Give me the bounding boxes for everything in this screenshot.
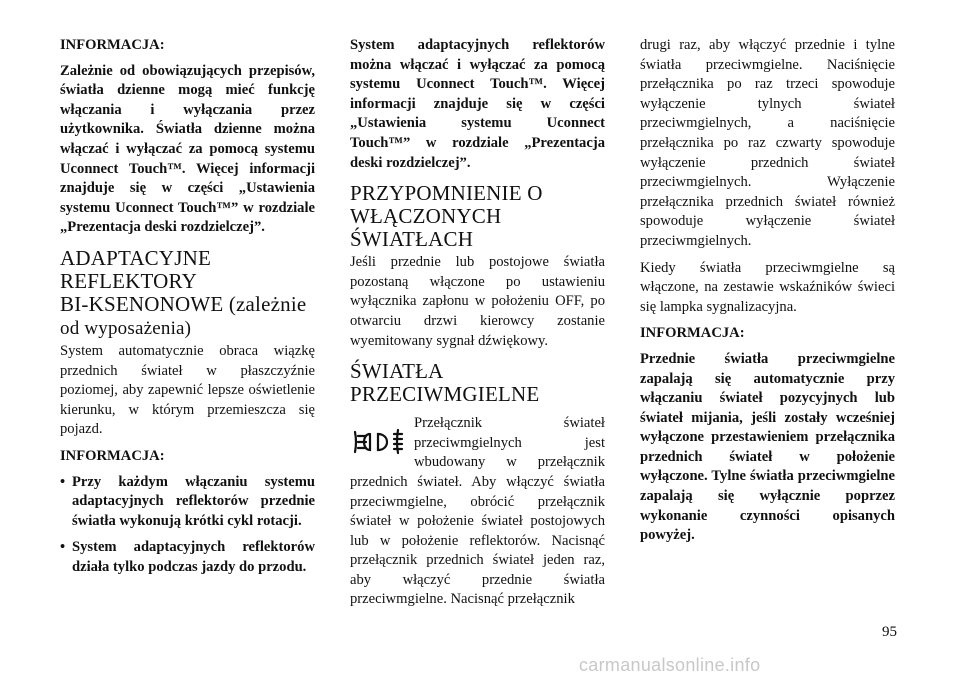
- watermark: carmanualsonline.info: [579, 655, 761, 675]
- section-heading-lights-reminder: [350, 182, 605, 251]
- column-right: [640, 36, 895, 553]
- fog-light-icon: [350, 420, 406, 460]
- body-paragraph: drugi raz, aby włączyć przednie i tylne światła przeciwmgielne. Naciśnięcie przełącznika po raz trzeci spowoduje wyłączenie tylnych świateł przeciwmgielnych, a naciśnięcie przełącznika po raz czwarty spowoduje wyłączenie przednich świateł przeciwmgielnych. Wyłączenie przełącznika przednich świateł również spowoduje wyłączenie świateł przeciwmgielnych.: [640, 37, 895, 249]
- heading-line: ŚWIATŁA: [350, 359, 444, 384]
- info-text: Zależnie od obowiązujących przepisów, światła dzienne mogą mieć funkcję włączania i wyłączania przez użytkownika. Światła dzienne można włączać i wyłączać za pomocą systemu Uconnect Touch™. Więcej informacji znajduje się w części „Ustawienia systemu Uconnect Touch™” w rozdziale „Prezentacja deski rozdzielczej”.: [60, 62, 315, 236]
- bullet-list: [60, 473, 315, 578]
- info-label: INFORMACJA:: [60, 37, 165, 53]
- page-number: 95: [882, 624, 897, 640]
- bullet-item: • Przy każdym włączaniu systemu adaptacyjnych reflektorów przednie światła wykonują krótki cykl rotacji.: [60, 473, 315, 529]
- heading-line: ADAPTACYJNE: [60, 245, 212, 270]
- heading-line: REFLEKTORY: [60, 268, 197, 293]
- body-paragraph: Jeśli przednie lub postojowe światła pozostaną włączone po ustawieniu wyłącznika zapłonu w położeniu OFF, po otwarciu drzwi kierowcy zostanie wyemitowany sygnał dźwiękowy.: [350, 254, 605, 349]
- heading-line: WŁĄCZONYCH: [350, 204, 502, 229]
- heading-line: PRZECIWMGIELNE: [350, 382, 540, 407]
- section-heading-adaptive-headlights: [60, 247, 315, 340]
- info-label: INFORMACJA:: [60, 447, 165, 464]
- body-paragraph: System automatycznie obraca wiązkę przednich świateł w płaszczyźnie poziomej, aby zapewnić lepsze oświetlenie kierunku, w którym przemieszcza się pojazd.: [60, 342, 315, 438]
- heading-line: BI-KSENONOWE (zależnie: [60, 291, 307, 316]
- info-label: INFORMACJA:: [640, 325, 745, 342]
- body-paragraph: Przełącznik świateł przeciwmgielnych jest wbudowany w przełącznik przednich świateł. Aby włączyć światła przeciwmgielne, obrócić przełącznik świateł w położenie świateł postojowych lub w położenie reflektorów. Nacisnąć przełącznik przednich świateł jeden raz, aby włączyć przednie światła przeciwmgielne. Nacisnąć przełącznik: [350, 415, 605, 608]
- bullet-item: • System adaptacyjnych reflektorów działa tylko podczas jazdy do przodu.: [60, 539, 315, 575]
- column-left: [60, 36, 315, 584]
- heading-line: PRZYPOMNIENIE O: [350, 181, 543, 206]
- intro-paragraph: System adaptacyjnych reflektorów można włączać i wyłączać za pomocą systemu Uconnect Touch™. Więcej informacji znajduje się w części „Ustawienia systemu Uconnect Touch™” w rozdziale „Prezentacja deski rozdzielczej”.: [350, 37, 605, 171]
- column-middle: [350, 36, 605, 617]
- heading-line: ŚWIATŁACH: [350, 227, 474, 252]
- bullet-text: System adaptacyjnych reflektorów działa tylko podczas jazdy do przodu.: [72, 539, 315, 575]
- bullet-text: Przy każdym włączaniu systemu adaptacyjnych reflektorów przednie światła wykonują krótki cykl rotacji.: [72, 473, 315, 529]
- body-paragraph: Kiedy światła przeciwmgielne są włączone, na zestawie wskaźników świeci się lampka sygnalizacyjna.: [640, 259, 895, 315]
- section-heading-fog-lights: [350, 360, 605, 406]
- heading-line: od wyposażenia): [60, 317, 192, 339]
- info-text: Przednie światła przeciwmgielne zapalają się automatycznie przy włączaniu świateł pozycyjnych lub świateł mijania, jeśli zostały wcześniej wyłączone przestawieniem przełącznika przednich świateł w położenie wyłączone. Tylne światła przeciwmgielne zapalają się wyłącznie poprzez wykonanie czynności opisanych powyżej.: [640, 350, 895, 544]
